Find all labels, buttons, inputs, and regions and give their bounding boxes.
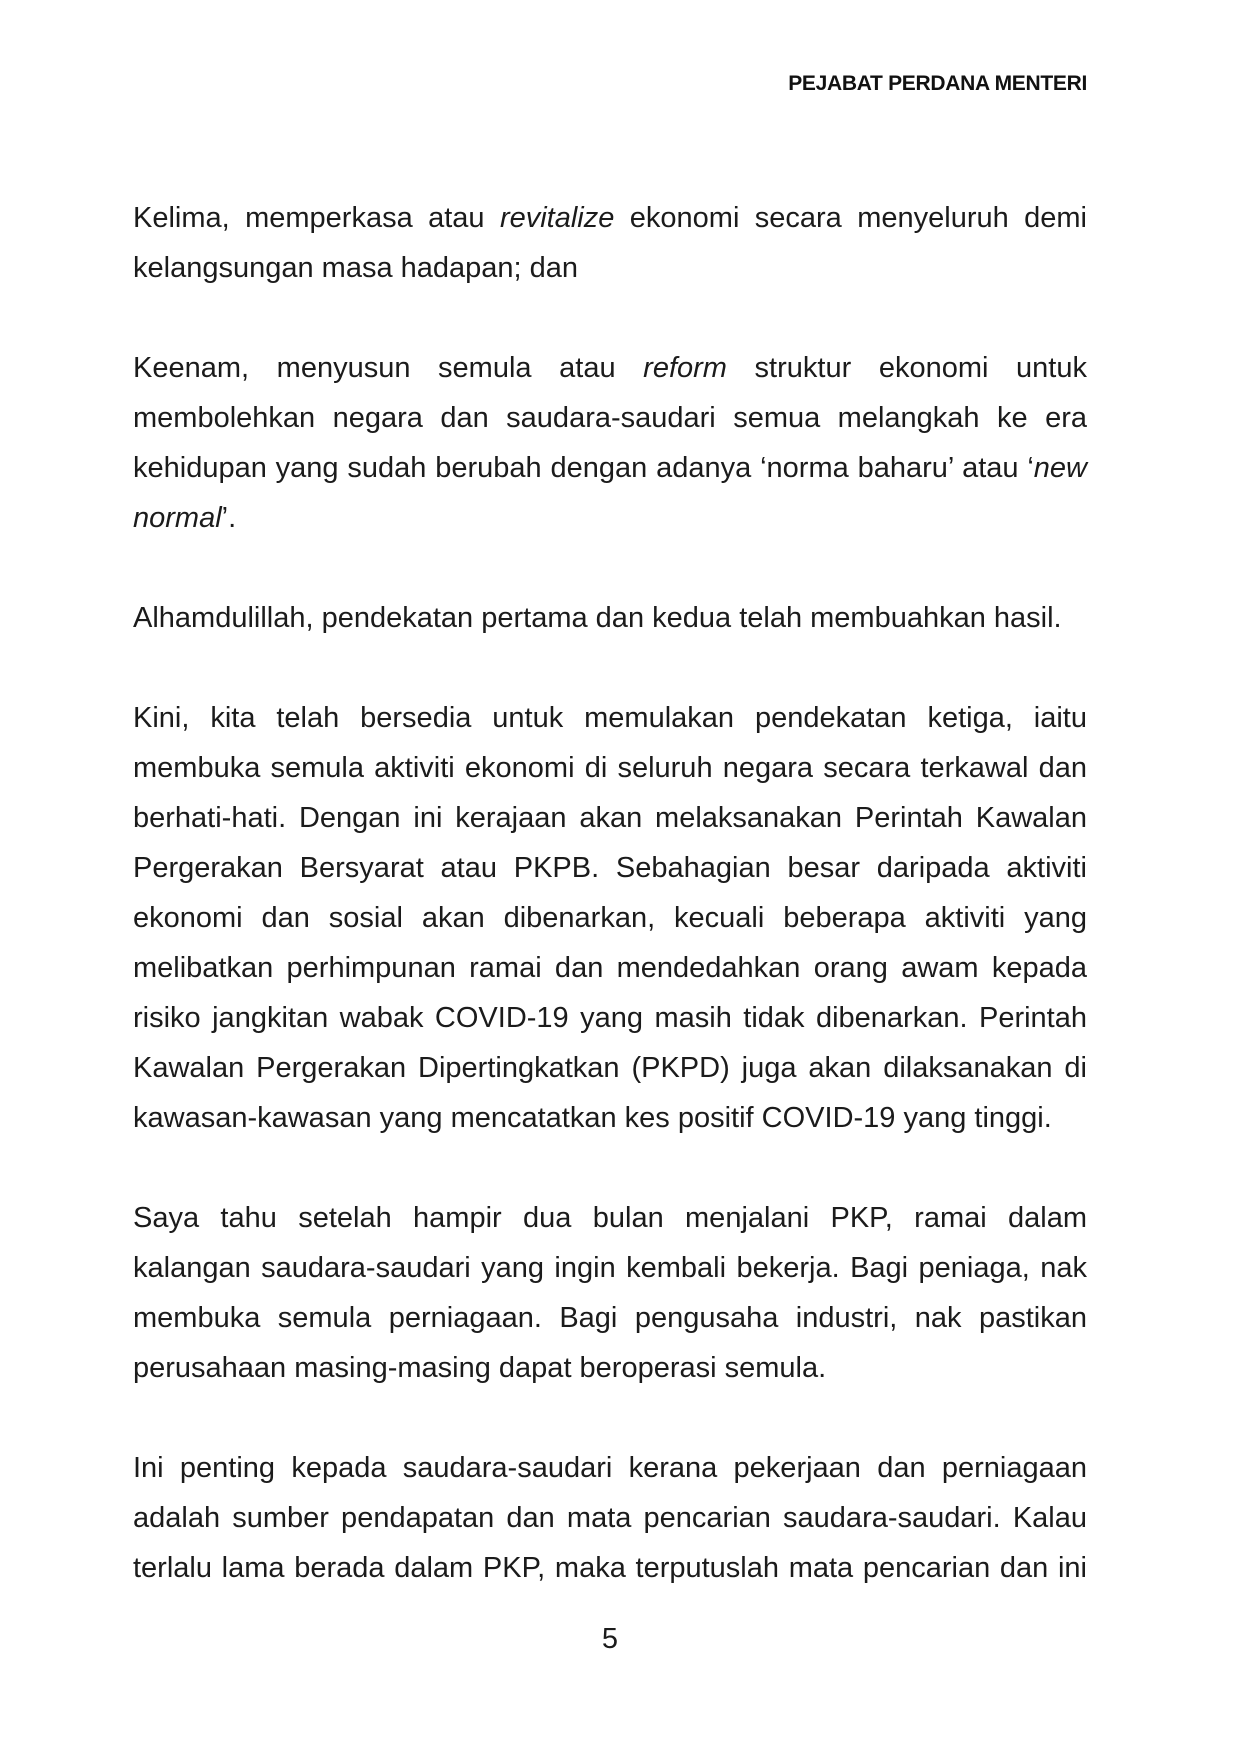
paragraph-kini	[133, 693, 1087, 1143]
text-run-italic: new normal	[133, 452, 1087, 534]
text-run: Ini penting kepada saudara-saudari kerana pekerjaan dan perniagaan adalah sumber pendapatan dan mata pencarian saudara-saudari. Kalau terlalu lama berada dalam PKP, maka terputuslah mata pencarian dan ini	[133, 1452, 1087, 1584]
paragraph-ini-penting	[133, 1443, 1087, 1593]
page-header	[133, 72, 1087, 96]
page-footer	[133, 1614, 1087, 1664]
text-run: Alhamdulillah, pendekatan pertama dan kedua telah membuahkan hasil.	[133, 602, 1062, 634]
paragraph-keenam	[133, 343, 1087, 543]
header-title: PEJABAT PERDANA MENTERI	[788, 72, 1087, 95]
text-run-italic: reform	[643, 352, 727, 384]
paragraph-alhamdulillah	[133, 593, 1087, 643]
text-run: Keenam, menyusun semula atau	[133, 352, 644, 384]
text-run: Kelima, memperkasa atau	[133, 202, 500, 234]
text-run: struktur ekonomi untuk membolehkan negara dan saudara-saudari semua melangkah ke era kehidupan yang sudah berubah dengan adanya ‘norma baharu’ atau ‘	[133, 352, 1087, 484]
text-run: ekonomi secara menyeluruh demi kelangsungan masa hadapan; dan	[133, 202, 1087, 284]
text-run: Kini, kita telah bersedia untuk memulakan pendekatan ketiga, iaitu membuka semula aktiviti ekonomi di seluruh negara secara terkawal dan berhati-hati. Dengan ini kerajaan akan melaksanakan Perintah Kawalan Pergerakan Bersyarat atau PKPB. Sebahagian besar daripada aktiviti ekonomi dan sosial akan dibenarkan, kecuali beberapa aktiviti yang melibatkan perhimpunan ramai dan mendedahkan orang awam kepada risiko jangkitan wabak COVID-19 yang masih tidak dibenarkan. Perintah Kawalan Pergerakan Dipertingkatkan (PKPD) juga akan dilaksanakan di kawasan-kawasan yang mencatatkan kes positif COVID-19 yang tinggi.	[133, 702, 1087, 1134]
text-run-italic: revitalize	[499, 202, 615, 234]
paragraph-saya-tahu	[133, 1193, 1087, 1393]
text-run: ’.	[221, 502, 237, 534]
document-body	[133, 193, 1087, 1643]
paragraph-kelima	[133, 193, 1087, 293]
page-number: 5	[601, 1623, 619, 1655]
text-run: Saya tahu setelah hampir dua bulan menjalani PKP, ramai dalam kalangan saudara-saudari yang ingin kembali bekerja. Bagi peniaga, nak membuka semula perniagaan. Bagi pengusaha industri, nak pastikan perusahaan masing-masing dapat beroperasi semula.	[133, 1202, 1087, 1384]
